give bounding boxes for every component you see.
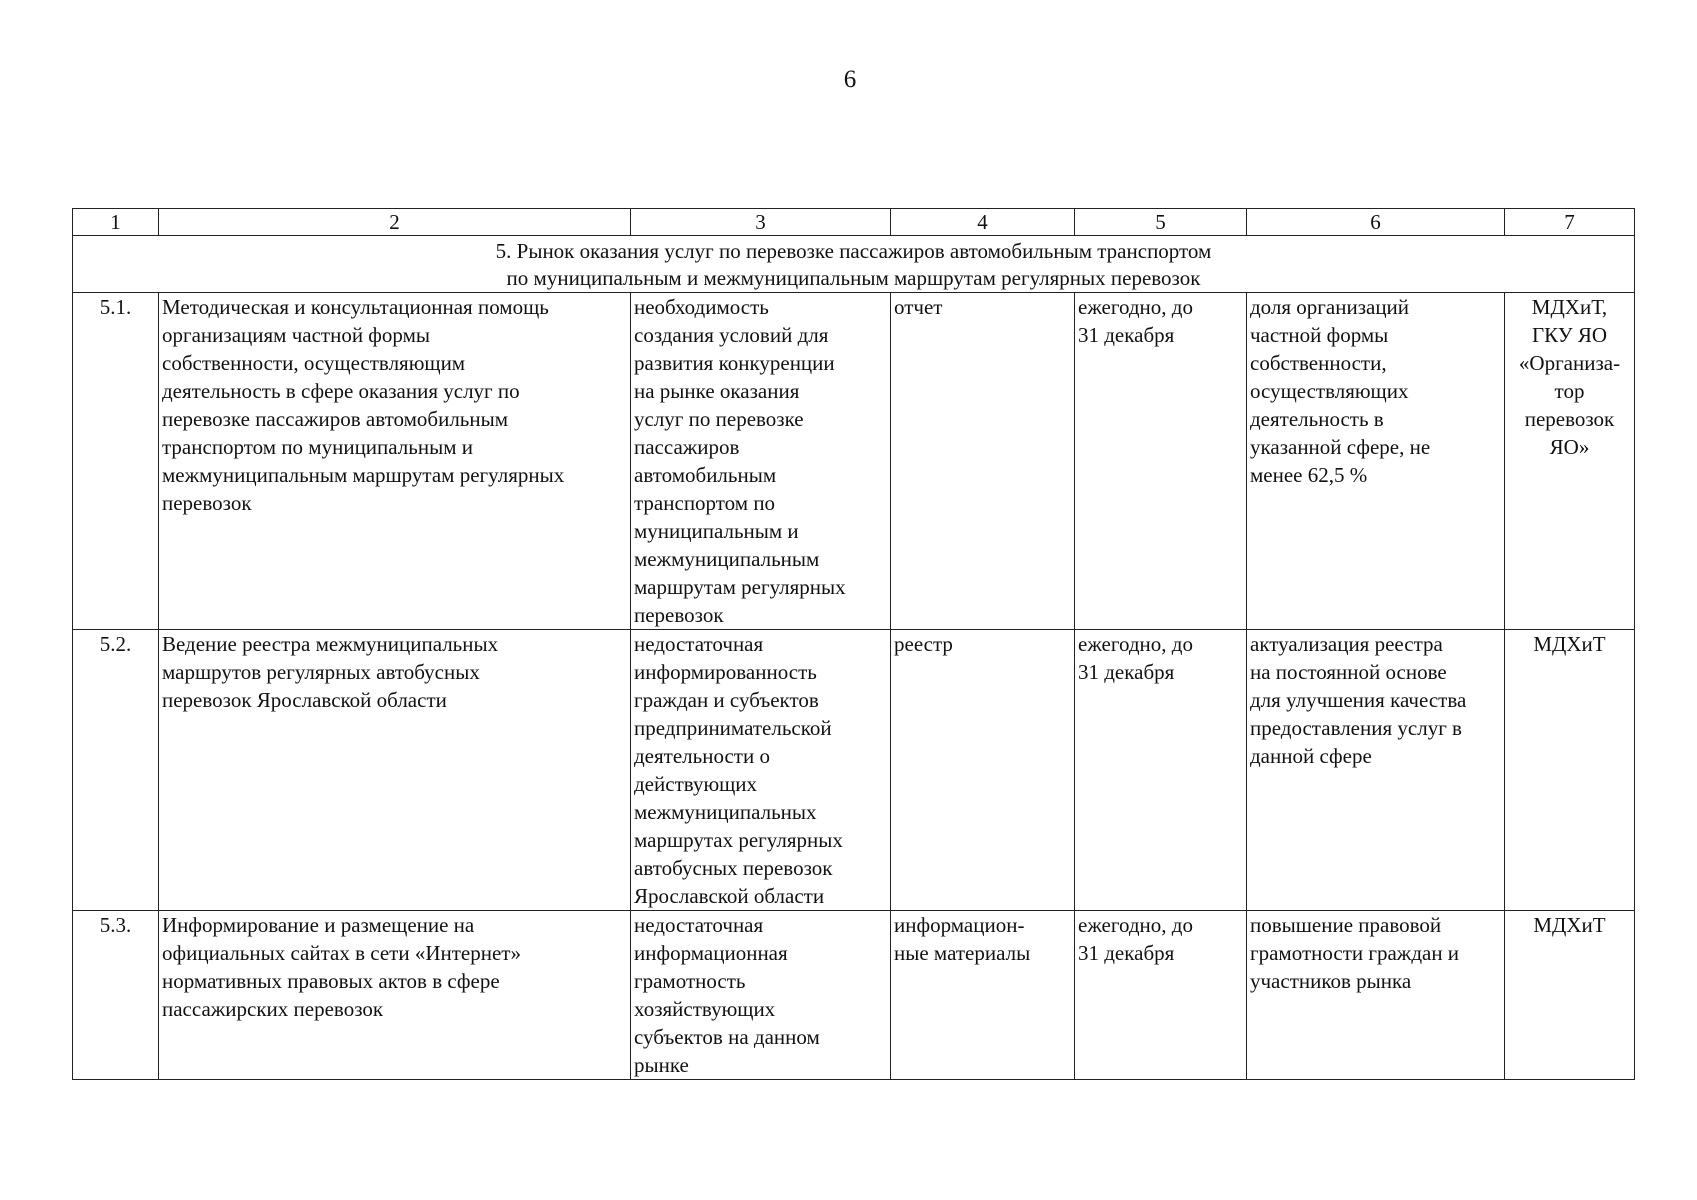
cell-line: указанной сфере, не [1250,435,1431,459]
document-cell [891,911,1075,1080]
table-row [73,630,1635,911]
cell-line: доля организаций [1250,295,1410,319]
cell-line: организациям частной формы [162,323,430,347]
column-number: 3 [631,209,891,236]
cell-line: ежегодно, до [1078,913,1193,937]
cell-line: ные материалы [894,941,1031,965]
cell-line: рынке [634,1053,689,1077]
cell-line: межмуниципальным маршрутам регулярных [162,463,565,487]
cell-line: участников рынка [1250,969,1412,993]
column-number: 6 [1247,209,1505,236]
cell-line: для улучшения качества [1250,688,1467,712]
cell-line: межмуниципальных [634,800,817,824]
deadline-cell [1075,630,1247,911]
cell-line: деятельность в [1250,407,1384,431]
cell-line: «Организа- [1518,351,1621,375]
measures-table [72,208,1635,1080]
row-number: 5.3. [73,911,159,1080]
cell-line: ЯО» [1549,435,1590,459]
column-number: 7 [1505,209,1635,236]
measure-cell [159,293,631,630]
table-row [73,911,1635,1080]
cell-line: автомобильным [634,463,777,487]
deadline-cell [1075,911,1247,1080]
measure-cell [159,911,631,1080]
result-cell [1247,293,1505,630]
cell-line: субъектов на данном [634,1025,820,1049]
cell-line: перевозке пассажиров автомобильным [162,407,509,431]
cell-line: грамотность [634,969,746,993]
column-number: 2 [159,209,631,236]
problem-cell [631,630,891,911]
cell-line: предоставления услуг в [1250,716,1462,740]
row-number: 5.2. [73,630,159,911]
cell-line: создания условий для [634,323,829,347]
cell-line: транспортом по [634,491,776,515]
cell-line: недостаточная [634,913,764,937]
cell-line: официальных сайтах в сети «Интернет» [162,941,521,965]
column-number: 1 [73,209,159,236]
cell-line: действующих [634,772,758,796]
problem-cell [631,293,891,630]
row-number: 5.1. [73,293,159,630]
cell-line: ГКУ ЯО [1531,323,1608,347]
deadline-cell [1075,293,1247,630]
cell-line: 31 декабря [1078,660,1175,684]
cell-line: собственности, осуществляющим [162,351,466,375]
cell-line: информационная [634,941,788,965]
document-cell [891,293,1075,630]
cell-line: грамотности граждан и [1250,941,1460,965]
cell-line: перевозок [162,491,252,515]
result-cell [1247,630,1505,911]
responsible-cell [1505,630,1635,911]
cell-line: МДХиТ [1533,913,1606,937]
cell-line: деятельности о [634,744,770,768]
cell-line: 31 декабря [1078,941,1175,965]
cell-line: информацион- [894,913,1025,937]
cell-line: 31 декабря [1078,323,1175,347]
cell-line: перевозок [634,603,724,627]
cell-line: осуществляющих [1250,379,1409,403]
cell-line: ежегодно, до [1078,295,1193,319]
cell-line: пассажирских перевозок [162,997,384,1021]
column-number-row [73,209,1635,236]
cell-line: повышение правовой [1250,913,1442,937]
section-title-line: 5. Рынок оказания услуг по перевозке пассажиров автомобильным транспортом [495,239,1212,263]
cell-line: маршрутов регулярных автобусных [162,660,480,684]
cell-line: хозяйствующих [634,997,776,1021]
cell-line: необходимость [634,295,769,319]
cell-line: МДХиТ [1533,632,1606,656]
problem-cell [631,911,891,1080]
cell-line: граждан и субъектов [634,688,819,712]
table-row [73,293,1635,630]
cell-line: Ведение реестра межмуниципальных [162,632,499,656]
cell-line: нормативных правовых актов в сфере [162,969,500,993]
document-cell [891,630,1075,911]
cell-line: недостаточная [634,632,764,656]
cell-line: услуг по перевозке [634,407,804,431]
cell-line: муниципальным и [634,519,799,543]
cell-line: предпринимательской [634,716,832,740]
section-title [73,236,1635,293]
section-heading-row [73,236,1635,293]
cell-line: Информирование и размещение на [162,913,475,937]
column-number: 4 [891,209,1075,236]
cell-line: менее 62,5 % [1250,463,1368,487]
cell-line: маршрутам регулярных [634,575,846,599]
cell-line: пассажиров [634,435,740,459]
responsible-cell [1505,293,1635,630]
cell-line: реестр [894,632,953,656]
cell-line: частной формы [1250,323,1389,347]
cell-line: актуализация реестра [1250,632,1443,656]
cell-line: перевозок [1524,407,1615,431]
result-cell [1247,911,1505,1080]
cell-line: Методическая и консультационная помощь [162,295,549,319]
cell-line: маршрутах регулярных [634,828,843,852]
cell-line: МДХиТ, [1531,295,1608,319]
section-title-line: по муниципальным и межмуниципальным маршрутам регулярных перевозок [506,266,1201,290]
cell-line: отчет [894,295,943,319]
cell-line: ежегодно, до [1078,632,1193,656]
cell-line: данной сфере [1250,744,1372,768]
cell-line: тор [1554,379,1585,403]
cell-line: деятельность в сфере оказания услуг по [162,379,520,403]
cell-line: на постоянной основе [1250,660,1447,684]
cell-line: информированность [634,660,817,684]
cell-line: собственности, [1250,351,1387,375]
measure-cell [159,630,631,911]
column-number: 5 [1075,209,1247,236]
responsible-cell [1505,911,1635,1080]
cell-line: на рынке оказания [634,379,800,403]
cell-line: транспортом по муниципальным и [162,435,473,459]
cell-line: межмуниципальным [634,547,820,571]
cell-line: перевозок Ярославской области [162,688,447,712]
page-number: 6 [843,66,857,93]
cell-line: развития конкуренции [634,351,835,375]
cell-line: Ярославской области [634,884,825,908]
cell-line: автобусных перевозок [634,856,833,880]
